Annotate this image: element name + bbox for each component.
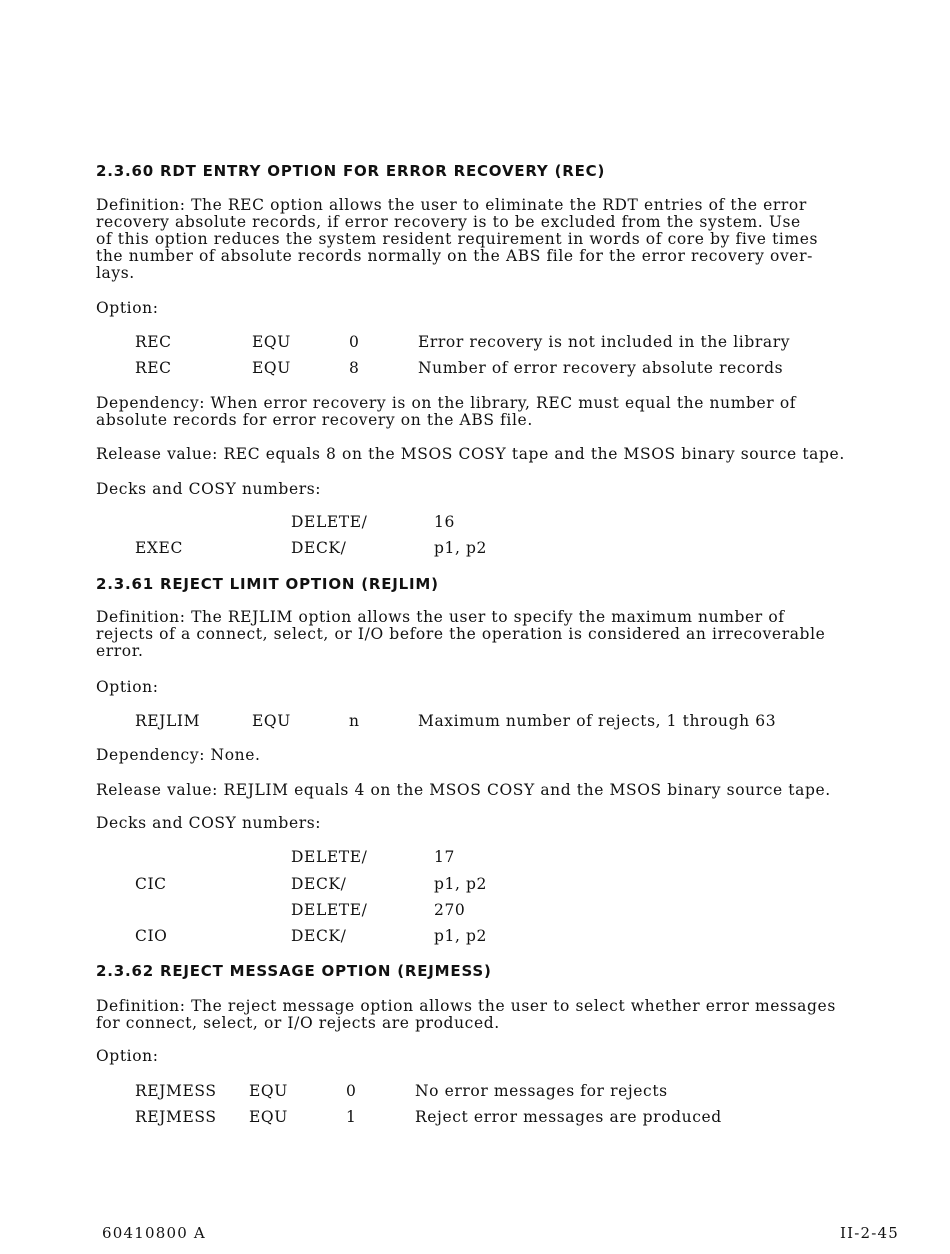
option-desc: No error messages for rejects: [415, 1082, 668, 1100]
option-label: Option:: [96, 1047, 159, 1065]
section-heading: 2.3.61 REJECT LIMIT OPTION (REJLIM): [96, 575, 439, 593]
deck-num: p1, p2: [434, 927, 488, 945]
section-heading: 2.3.60 RDT ENTRY OPTION FOR ERROR RECOVERY (REC): [96, 162, 606, 180]
definition-line: error.: [96, 642, 144, 660]
decks-label: Decks and COSY numbers:: [96, 480, 322, 498]
option-name: REJMESS: [135, 1082, 217, 1100]
definition-line: of this option reduces the system resident requirement in words of core by five times: [96, 230, 819, 248]
option-op: EQU: [252, 333, 291, 351]
option-op: EQU: [249, 1108, 288, 1126]
definition-line: lays.: [96, 264, 135, 282]
definition-line: the number of absolute records normally on the ABS file for the error recovery over-: [96, 247, 813, 265]
definition-line: for connect, select, or I/O rejects are produced.: [96, 1014, 500, 1032]
option-value: 0: [349, 333, 360, 351]
option-name: REC: [135, 333, 172, 351]
option-op: EQU: [249, 1082, 288, 1100]
definition-line: Definition: The REC option allows the user to eliminate the RDT entries of the error: [96, 196, 807, 214]
deck-name: CIO: [135, 927, 168, 945]
option-desc: Error recovery is not included in the library: [418, 333, 791, 351]
option-value: 1: [346, 1108, 357, 1126]
option-desc: Maximum number of rejects, 1 through 63: [418, 712, 777, 730]
dependency-line: Dependency: None.: [96, 746, 261, 764]
definition-line: Definition: The reject message option allows the user to select whether error messages: [96, 997, 836, 1015]
section-heading: 2.3.62 REJECT MESSAGE OPTION (REJMESS): [96, 962, 492, 980]
deck-cmd: DECK/: [291, 927, 347, 945]
option-op: EQU: [252, 712, 291, 730]
option-value: 8: [349, 359, 360, 377]
option-op: EQU: [252, 359, 291, 377]
decks-label: Decks and COSY numbers:: [96, 814, 322, 832]
deck-num: p1, p2: [434, 875, 488, 893]
option-name: REJLIM: [135, 712, 201, 730]
option-value: n: [349, 712, 360, 730]
deck-name: CIC: [135, 875, 167, 893]
deck-name: EXEC: [135, 539, 183, 557]
option-value: 0: [346, 1082, 357, 1100]
deck-cmd: DELETE/: [291, 848, 368, 866]
option-desc: Reject error messages are produced: [415, 1108, 722, 1126]
option-label: Option:: [96, 299, 159, 317]
deck-cmd: DELETE/: [291, 513, 368, 531]
definition-line: recovery absolute records, if error recovery is to be excluded from the system. Use: [96, 213, 801, 231]
dependency-line: Dependency: When error recovery is on the library, REC must equal the number of: [96, 394, 797, 412]
deck-num: 270: [434, 901, 466, 919]
release-value: Release value: REC equals 8 on the MSOS COSY tape and the MSOS binary source tape.: [96, 445, 845, 463]
option-name: REC: [135, 359, 172, 377]
option-name: REJMESS: [135, 1108, 217, 1126]
deck-num: p1, p2: [434, 539, 488, 557]
dependency-line: absolute records for error recovery on the ABS file.: [96, 411, 533, 429]
option-desc: Number of error recovery absolute records: [418, 359, 784, 377]
deck-num: 16: [434, 513, 455, 531]
deck-cmd: DECK/: [291, 875, 347, 893]
deck-cmd: DECK/: [291, 539, 347, 557]
page-number: II-2-45: [840, 1224, 900, 1242]
deck-num: 17: [434, 848, 455, 866]
definition-line: rejects of a connect, select, or I/O before the operation is considered an irrecoverable: [96, 625, 826, 643]
definition-line: Definition: The REJLIM option allows the user to specify the maximum number of: [96, 608, 785, 626]
option-label: Option:: [96, 678, 159, 696]
release-value: Release value: REJLIM equals 4 on the MSOS COSY and the MSOS binary source tape.: [96, 781, 831, 799]
document-number: 60410800 A: [102, 1224, 206, 1242]
deck-cmd: DELETE/: [291, 901, 368, 919]
